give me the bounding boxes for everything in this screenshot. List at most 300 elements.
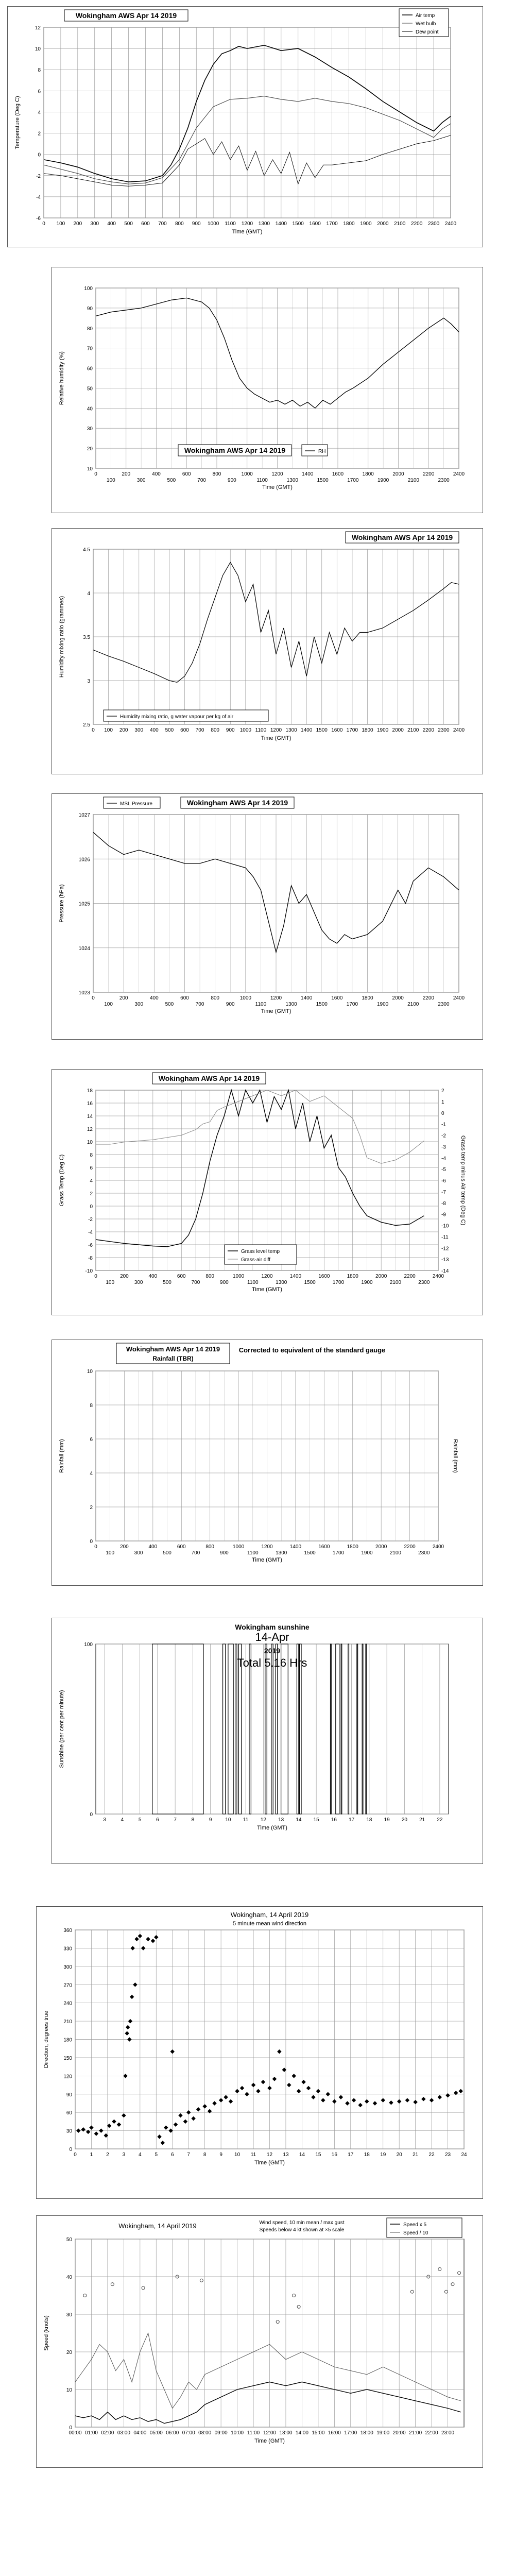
direction-point bbox=[405, 2098, 409, 2102]
legend-label: Speed x 5 bbox=[403, 2222, 427, 2228]
x-tick-label: 20 bbox=[396, 2152, 402, 2158]
x-tick-label: 10 bbox=[234, 2152, 241, 2158]
x-tick-label: 09:00 bbox=[214, 2430, 228, 2436]
x-tick-label: 23:00 bbox=[441, 2430, 455, 2436]
x-tick-label: 2400 bbox=[453, 471, 465, 477]
x-tick-label: 1700 bbox=[332, 1280, 345, 1285]
x-tick-label: 2100 bbox=[394, 221, 406, 227]
x-tick-label: 2300 bbox=[418, 1550, 430, 1556]
y-tick-label: 120 bbox=[63, 2074, 72, 2080]
x-tick-label: 13 bbox=[278, 1817, 284, 1823]
direction-point bbox=[352, 2098, 356, 2102]
y-tick-label: 8 bbox=[90, 1153, 93, 1158]
legend-label: RH bbox=[318, 449, 326, 454]
x-tick-label: 1700 bbox=[346, 1002, 358, 1007]
x-tick-label: 400 bbox=[148, 1544, 158, 1550]
x-tick-label: 22 bbox=[428, 2152, 435, 2158]
x-tick-label: 100 bbox=[104, 727, 113, 733]
y-tick-label: 8 bbox=[90, 1403, 93, 1409]
y-tick-label: 20 bbox=[66, 2350, 72, 2355]
direction-point bbox=[381, 2098, 385, 2102]
x-tick-label: 1400 bbox=[275, 221, 287, 227]
y-tick-label: 100 bbox=[84, 286, 93, 292]
x-tick-label: 23 bbox=[444, 2152, 451, 2158]
x-tick-label: 2300 bbox=[438, 1002, 450, 1007]
x-tick-label: 1400 bbox=[301, 995, 313, 1001]
x-tick-label: 9 bbox=[219, 2152, 222, 2158]
x-tick-label: 300 bbox=[136, 478, 146, 483]
x-tick-label: 1500 bbox=[317, 478, 329, 483]
x-tick-label: 400 bbox=[148, 1274, 158, 1279]
gust-point bbox=[451, 2283, 454, 2286]
x-tick-label: 6 bbox=[170, 2152, 174, 2158]
x-tick-label: 1800 bbox=[347, 1274, 358, 1279]
x-axis-label: Time (GMT) bbox=[254, 2160, 285, 2166]
x-tick-label: 900 bbox=[226, 727, 235, 733]
x-tick-label: 13:00 bbox=[279, 2430, 293, 2436]
x-tick-label: 1700 bbox=[326, 221, 338, 227]
rainfall-chart-panel bbox=[52, 1340, 483, 1586]
y-tick-label: 270 bbox=[63, 1982, 72, 1989]
y-tick-label: 14 bbox=[87, 1114, 93, 1120]
x-tick-label: 3 bbox=[103, 1817, 106, 1823]
x-tick-label: 500 bbox=[124, 221, 133, 227]
x-tick-label: 1800 bbox=[362, 471, 374, 477]
x-tick-label: 200 bbox=[120, 1274, 129, 1279]
x-tick-label: 2400 bbox=[453, 727, 465, 733]
x-tick-label: 13 bbox=[283, 2152, 289, 2158]
direction-point bbox=[146, 1937, 150, 1941]
x-tick-label: 1100 bbox=[247, 1550, 259, 1556]
y-axis-label: Pressure (hPa) bbox=[59, 884, 65, 923]
x-tick-label: 1000 bbox=[239, 727, 251, 733]
sunshine-bar bbox=[336, 1644, 339, 1814]
y-tick-label: 90 bbox=[66, 2092, 72, 2098]
chart-title: Wokingham AWS Apr 14 2019 bbox=[126, 1345, 220, 1353]
x-tick-label: 9 bbox=[209, 1817, 212, 1823]
chart-title: Wokingham AWS Apr 14 2019 bbox=[351, 533, 453, 541]
direction-point bbox=[397, 2099, 401, 2104]
x-tick-label: 200 bbox=[119, 727, 128, 733]
x-tick-label: 600 bbox=[177, 1274, 186, 1279]
x-tick-label: 1400 bbox=[302, 471, 314, 477]
x-tick-label: 400 bbox=[152, 471, 161, 477]
wind-direction-chart bbox=[37, 1907, 484, 2199]
x-tick-label: 2100 bbox=[389, 1280, 401, 1285]
x-tick-label: 100 bbox=[104, 1002, 113, 1007]
sunshine-bar bbox=[271, 1644, 273, 1814]
x-tick-label: 04:00 bbox=[133, 2430, 147, 2436]
chart-title: Wokingham AWS Apr 14 2019 bbox=[75, 11, 177, 20]
direction-point bbox=[430, 2098, 434, 2102]
x-tick-label: 2100 bbox=[407, 727, 419, 733]
x-tick-label: 1500 bbox=[316, 727, 328, 733]
y-right-axis-label: Rainfall (mm) bbox=[452, 1439, 458, 1473]
direction-point bbox=[454, 2091, 458, 2095]
direction-point bbox=[125, 2031, 129, 2035]
sunshine-bar bbox=[300, 1644, 301, 1814]
x-tick-label: 700 bbox=[158, 221, 167, 227]
direction-point bbox=[183, 2120, 187, 2124]
direction-point bbox=[122, 2113, 126, 2117]
y-right-tick-label: -4 bbox=[441, 1156, 446, 1162]
x-tick-label: 1100 bbox=[255, 727, 267, 733]
x-tick-label: 600 bbox=[141, 221, 150, 227]
x-tick-label: 0 bbox=[94, 1274, 97, 1279]
y-tick-label: 6 bbox=[90, 1165, 93, 1171]
sunshine-bar bbox=[281, 1644, 288, 1814]
x-tick-label: 1300 bbox=[276, 1280, 287, 1285]
y-tick-label: 10 bbox=[66, 2387, 72, 2393]
y-right-tick-label: -1 bbox=[441, 1122, 446, 1128]
x-tick-label: 20 bbox=[401, 1817, 407, 1823]
x-tick-label: 2300 bbox=[427, 221, 440, 227]
chart-subtitle: 14-Apr bbox=[255, 1631, 289, 1643]
x-tick-label: 1500 bbox=[304, 1280, 316, 1285]
legend-label: MSL Pressure bbox=[120, 801, 152, 807]
direction-point bbox=[235, 2089, 239, 2093]
plot-frame bbox=[96, 1644, 449, 1814]
x-tick-label: 1200 bbox=[261, 1544, 273, 1550]
sunshine-bar bbox=[238, 1644, 241, 1814]
x-axis-label: Time (GMT) bbox=[252, 1557, 282, 1563]
x-tick-label: 500 bbox=[165, 727, 174, 733]
y-tick-label: 2 bbox=[38, 131, 41, 137]
x-tick-label: 17 bbox=[348, 2152, 354, 2158]
sunshine-bar bbox=[341, 1644, 342, 1814]
y-tick-label: 12 bbox=[35, 25, 41, 31]
y-tick-label: 40 bbox=[66, 2275, 72, 2280]
x-tick-label: 24 bbox=[461, 2152, 467, 2158]
chart-note: Wind speed, 10 min mean / max gust bbox=[259, 2220, 345, 2226]
x-tick-label: 100 bbox=[107, 478, 115, 483]
x-tick-label: 16 bbox=[331, 1817, 337, 1823]
y-tick-label: 1025 bbox=[78, 901, 90, 907]
x-tick-label: 1300 bbox=[285, 727, 297, 733]
x-tick-label: 700 bbox=[191, 1280, 200, 1285]
direction-point bbox=[332, 2099, 336, 2104]
x-tick-label: 2000 bbox=[375, 1544, 387, 1550]
chart-note: Corrected to equivalent of the standard gauge bbox=[238, 1346, 386, 1354]
sunshine-bar bbox=[152, 1644, 203, 1814]
y-tick-label: 30 bbox=[66, 2312, 72, 2318]
direction-point bbox=[157, 2134, 161, 2139]
x-tick-label: 0 bbox=[42, 221, 45, 227]
direction-point bbox=[94, 2131, 98, 2136]
x-tick-label: 1100 bbox=[247, 1280, 259, 1285]
x-tick-label: 1100 bbox=[255, 1002, 267, 1007]
x-tick-label: 1000 bbox=[208, 221, 219, 227]
x-tick-label: 2200 bbox=[404, 1274, 416, 1279]
mixing-ratio-chart-panel bbox=[52, 528, 483, 774]
x-tick-label: 300 bbox=[134, 727, 144, 733]
x-tick-label: 1900 bbox=[361, 1280, 373, 1285]
x-tick-label: 300 bbox=[134, 1550, 143, 1556]
x-tick-label: 12 bbox=[266, 2152, 273, 2158]
x-tick-label: 1200 bbox=[271, 471, 283, 477]
direction-point bbox=[389, 2100, 393, 2105]
chart-title: Wokingham AWS Apr 14 2019 bbox=[158, 1074, 260, 1082]
direction-point bbox=[186, 2110, 191, 2114]
x-tick-label: 6 bbox=[156, 1817, 159, 1823]
x-tick-label: 1300 bbox=[276, 1550, 287, 1556]
x-tick-label: 20:00 bbox=[392, 2430, 406, 2436]
direction-point bbox=[256, 2089, 260, 2093]
direction-point bbox=[326, 2092, 330, 2096]
y-tick-label: 0 bbox=[90, 1204, 93, 1210]
direction-point bbox=[277, 2049, 281, 2054]
x-tick-label: 2200 bbox=[404, 1544, 416, 1550]
direction-point bbox=[458, 2089, 462, 2093]
chart-subtitle: Rainfall (TBR) bbox=[152, 1355, 194, 1362]
legend-label: Humidity mixing ratio, g water vapour per kg of air bbox=[120, 714, 234, 720]
direction-point bbox=[445, 2093, 450, 2097]
direction-point bbox=[196, 2107, 200, 2111]
y-tick-label: 4 bbox=[38, 110, 41, 116]
x-tick-label: 1800 bbox=[343, 221, 355, 227]
y-right-tick-label: -13 bbox=[441, 1257, 449, 1263]
y-axis-label: Humidity mixing ratio (grammes) bbox=[59, 596, 65, 678]
x-tick-label: 1600 bbox=[318, 1274, 330, 1279]
x-tick-label: 07:00 bbox=[182, 2430, 195, 2436]
x-tick-label: 500 bbox=[165, 1002, 174, 1007]
y-right-tick-label: 2 bbox=[441, 1088, 444, 1094]
x-tick-label: 8 bbox=[203, 2152, 207, 2158]
x-tick-label: 1900 bbox=[377, 478, 389, 483]
x-axis-label: Time (GMT) bbox=[261, 1008, 291, 1014]
sunshine-bar bbox=[249, 1644, 251, 1814]
y-tick-label: 60 bbox=[66, 2110, 72, 2116]
direction-point bbox=[81, 2127, 85, 2131]
gust-point bbox=[200, 2279, 203, 2282]
x-tick-label: 19 bbox=[384, 1817, 390, 1823]
direction-point bbox=[138, 1934, 142, 1938]
gust-point bbox=[83, 2294, 87, 2297]
chart-year: 2019 bbox=[264, 1647, 281, 1655]
x-tick-label: 0 bbox=[74, 2152, 77, 2158]
x-tick-label: 2200 bbox=[422, 995, 434, 1001]
x-tick-label: 18 bbox=[364, 2152, 370, 2158]
x-tick-label: 4 bbox=[121, 1817, 124, 1823]
x-tick-label: 900 bbox=[228, 478, 236, 483]
x-tick-label: 2200 bbox=[422, 727, 434, 733]
x-tick-label: 15 bbox=[315, 2152, 321, 2158]
direction-point bbox=[287, 2083, 291, 2087]
x-tick-label: 2000 bbox=[375, 1274, 387, 1279]
x-axis-label: Time (GMT) bbox=[254, 2438, 285, 2444]
x-tick-label: 1300 bbox=[286, 478, 298, 483]
x-tick-label: 2400 bbox=[453, 995, 465, 1001]
x-tick-label: 18 bbox=[366, 1817, 372, 1823]
y-tick-label: 80 bbox=[87, 326, 93, 332]
sunshine-bar bbox=[228, 1644, 233, 1814]
x-tick-label: 00:00 bbox=[68, 2430, 82, 2436]
y-tick-label: 0 bbox=[90, 1812, 93, 1818]
x-axis-label: Time (GMT) bbox=[257, 1825, 287, 1831]
direction-point bbox=[438, 2095, 442, 2099]
x-tick-label: 11 bbox=[250, 2152, 256, 2158]
direction-point bbox=[306, 2086, 311, 2090]
x-tick-label: 08:00 bbox=[198, 2430, 212, 2436]
x-tick-label: 1100 bbox=[256, 478, 268, 483]
sunshine-bar bbox=[348, 1644, 349, 1814]
y-tick-label: 70 bbox=[87, 346, 93, 352]
y-tick-label: 10 bbox=[87, 1369, 93, 1375]
direction-point bbox=[151, 1939, 155, 1943]
y-right-axis-label: Grass temp minus Air temp (Deg C) bbox=[460, 1135, 466, 1226]
x-axis-label: Time (GMT) bbox=[252, 1286, 282, 1293]
direction-point bbox=[76, 2128, 80, 2132]
x-tick-label: 2000 bbox=[392, 471, 404, 477]
x-tick-label: 1500 bbox=[304, 1550, 316, 1556]
y-tick-label: 10 bbox=[87, 466, 93, 472]
x-tick-label: 2400 bbox=[444, 221, 457, 227]
y-tick-label: -10 bbox=[85, 1268, 93, 1274]
x-tick-label: 400 bbox=[107, 221, 116, 227]
x-tick-label: 1200 bbox=[270, 995, 282, 1001]
x-tick-label: 400 bbox=[149, 727, 159, 733]
wind-speed-chart bbox=[37, 2216, 484, 2468]
x-tick-label: 1800 bbox=[362, 995, 373, 1001]
direction-point bbox=[208, 2109, 212, 2113]
y-tick-label: -6 bbox=[88, 1243, 93, 1248]
x-tick-label: 500 bbox=[163, 1280, 171, 1285]
x-tick-label: 3 bbox=[122, 2152, 126, 2158]
series-line-grass-air-diff bbox=[96, 1090, 424, 1163]
direction-point bbox=[141, 1946, 145, 1950]
x-tick-label: 17:00 bbox=[344, 2430, 357, 2436]
x-tick-label: 21 bbox=[419, 1817, 425, 1823]
x-tick-label: 500 bbox=[163, 1550, 171, 1556]
x-axis-label: Time (GMT) bbox=[262, 484, 293, 490]
y-tick-label: 30 bbox=[87, 426, 93, 432]
x-tick-label: 1900 bbox=[361, 1550, 373, 1556]
y-right-tick-label: -14 bbox=[441, 1268, 449, 1274]
x-tick-label: 200 bbox=[122, 471, 131, 477]
y-tick-label: 90 bbox=[87, 306, 93, 312]
y-tick-label: 180 bbox=[63, 2037, 72, 2043]
y-tick-label: 10 bbox=[87, 1140, 93, 1145]
x-tick-label: 1400 bbox=[289, 1274, 302, 1279]
direction-point bbox=[321, 2098, 325, 2102]
x-tick-label: 2100 bbox=[407, 1002, 419, 1007]
legend-label: Air temp bbox=[416, 13, 435, 19]
y-axis-label: Rainfall (mm) bbox=[59, 1439, 65, 1473]
y-right-tick-label: -3 bbox=[441, 1144, 446, 1150]
x-tick-label: 700 bbox=[197, 478, 206, 483]
direction-point bbox=[130, 1995, 134, 1999]
gust-point bbox=[142, 2286, 145, 2290]
x-tick-label: 7 bbox=[174, 1817, 177, 1823]
x-tick-label: 2300 bbox=[418, 1280, 430, 1285]
direction-point bbox=[127, 2037, 131, 2041]
legend-label: Wet bulb bbox=[416, 21, 436, 27]
direction-point bbox=[89, 2125, 93, 2129]
direction-point bbox=[261, 2080, 265, 2084]
x-tick-label: 800 bbox=[211, 995, 220, 1001]
x-tick-label: 900 bbox=[220, 1550, 229, 1556]
direction-point bbox=[117, 2123, 121, 2127]
pressure-chart bbox=[52, 794, 484, 1040]
gust-point bbox=[276, 2320, 279, 2324]
direction-point bbox=[86, 2130, 90, 2134]
y-tick-label: 12 bbox=[87, 1127, 93, 1132]
direction-point bbox=[164, 2125, 168, 2129]
x-tick-label: 900 bbox=[192, 221, 201, 227]
y-tick-label: 4 bbox=[90, 1178, 93, 1184]
y-tick-label: 3 bbox=[87, 679, 90, 684]
y-tick-label: 0 bbox=[69, 2147, 72, 2153]
wind-direction-chart-panel bbox=[36, 1906, 483, 2199]
y-tick-label: 100 bbox=[84, 1642, 93, 1648]
gust-point bbox=[410, 2290, 414, 2293]
y-tick-label: 4 bbox=[90, 1471, 93, 1477]
y-tick-label: -2 bbox=[36, 173, 41, 179]
direction-point bbox=[229, 2099, 233, 2104]
x-tick-label: 800 bbox=[212, 471, 221, 477]
y-right-tick-label: -12 bbox=[441, 1246, 449, 1252]
x-tick-label: 600 bbox=[180, 727, 189, 733]
y-tick-label: 6 bbox=[90, 1437, 93, 1443]
x-tick-label: 800 bbox=[205, 1544, 215, 1550]
x-tick-label: 21 bbox=[413, 2152, 419, 2158]
gust-point bbox=[444, 2290, 448, 2293]
y-tick-label: 2.5 bbox=[83, 722, 90, 728]
y-tick-label: 330 bbox=[63, 1946, 72, 1952]
chart-note: Speeds below 4 kt shown at ×5 scale bbox=[259, 2227, 345, 2233]
temperature-chart bbox=[8, 7, 484, 248]
x-tick-label: 2 bbox=[106, 2152, 109, 2158]
gust-point bbox=[297, 2305, 300, 2308]
x-tick-label: 1000 bbox=[241, 471, 253, 477]
x-tick-label: 700 bbox=[191, 1550, 200, 1556]
x-tick-label: 10 bbox=[225, 1817, 231, 1823]
direction-point bbox=[311, 2095, 315, 2099]
x-tick-label: 100 bbox=[106, 1280, 115, 1285]
legend-label: Grass-air diff bbox=[241, 1257, 271, 1263]
y-tick-label: -2 bbox=[88, 1217, 93, 1223]
direction-point bbox=[272, 2077, 277, 2081]
x-tick-label: 0 bbox=[92, 995, 95, 1001]
direction-point bbox=[202, 2104, 207, 2108]
x-tick-label: 2400 bbox=[432, 1274, 444, 1279]
y-tick-label: 20 bbox=[87, 446, 93, 452]
y-right-tick-label: 1 bbox=[441, 1099, 444, 1105]
sunshine-chart bbox=[52, 1618, 484, 1865]
y-tick-label: 360 bbox=[63, 1928, 72, 1934]
x-tick-label: 600 bbox=[180, 995, 189, 1001]
x-tick-label: 1200 bbox=[270, 727, 282, 733]
y-tick-label: 210 bbox=[63, 2019, 72, 2025]
y-axis-label: Temperature (Deg C) bbox=[14, 96, 21, 149]
x-tick-label: 1500 bbox=[316, 1002, 328, 1007]
x-tick-label: 16:00 bbox=[328, 2430, 341, 2436]
x-tick-label: 300 bbox=[90, 221, 99, 227]
sunshine-bar bbox=[362, 1644, 363, 1814]
y-tick-label: 0 bbox=[38, 152, 41, 158]
series-line-grass-temp bbox=[96, 1090, 424, 1247]
gust-point bbox=[438, 2267, 441, 2270]
x-tick-label: 2200 bbox=[411, 221, 423, 227]
x-tick-label: 1000 bbox=[239, 995, 251, 1001]
x-tick-label: 03:00 bbox=[117, 2430, 130, 2436]
y-right-tick-label: -5 bbox=[441, 1167, 446, 1173]
x-tick-label: 1 bbox=[90, 2152, 93, 2158]
sunshine-bar bbox=[235, 1644, 237, 1814]
x-tick-label: 200 bbox=[73, 221, 82, 227]
chart-subtitle: 5 minute mean wind direction bbox=[232, 1921, 307, 1927]
x-tick-label: 15 bbox=[313, 1817, 319, 1823]
